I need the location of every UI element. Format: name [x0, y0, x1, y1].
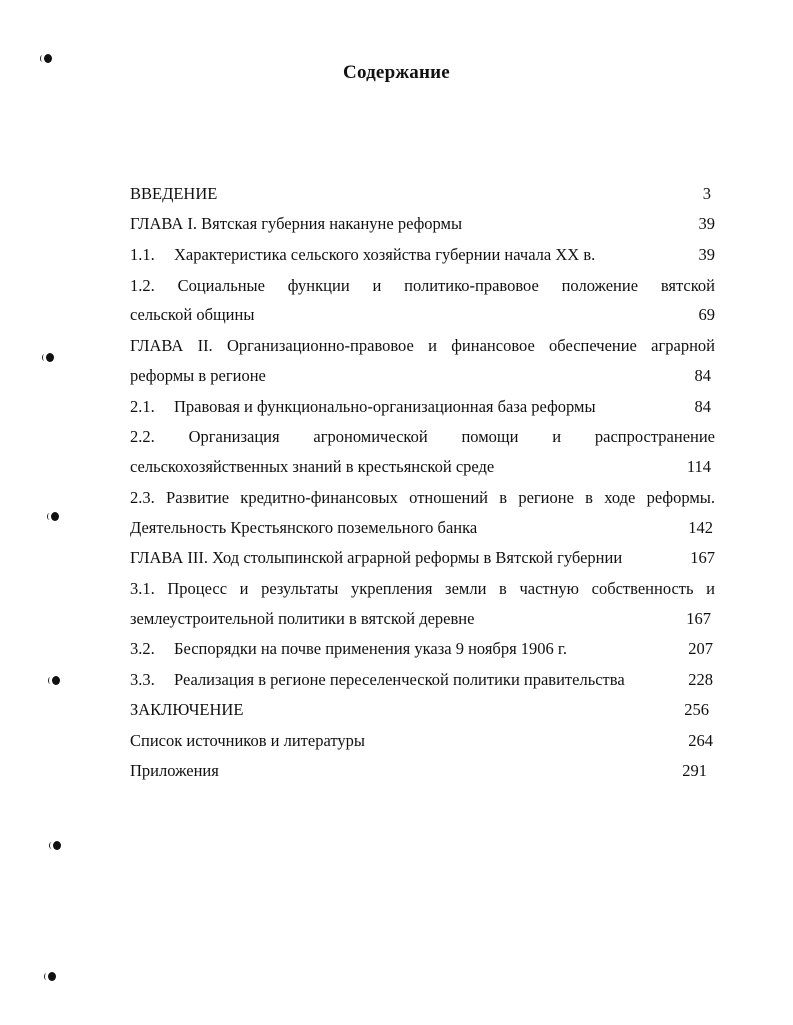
toc-entry-section-2-1 [130, 394, 715, 420]
toc-entry-section-3-1-line2 [130, 606, 715, 632]
toc-page-number: 264 [688, 731, 713, 750]
toc-entry-section-3-3 [130, 667, 715, 693]
toc-label: сельской общины [130, 305, 255, 324]
toc-section-number: 1.1. [130, 245, 155, 264]
toc-entry-appendix [130, 758, 715, 784]
toc-entry-section-1-2-line1 [130, 273, 715, 299]
toc-page-number: 291 [682, 761, 707, 780]
toc-section-number: 2.1. [130, 397, 155, 416]
toc-label: реформы в регионе [130, 366, 266, 385]
toc-entry-section-1-1 [130, 242, 715, 268]
toc-section-number: 3.1. [130, 579, 155, 598]
toc-page-number: 167 [686, 609, 711, 628]
toc-entry-sources [130, 728, 715, 754]
toc-section-number: 3.3. [130, 670, 155, 689]
punch-hole-mark [51, 512, 59, 521]
toc-entry-chapter-1 [130, 211, 715, 237]
toc-label: ВВЕДЕНИЕ [130, 184, 218, 203]
toc-label: ГЛАВА III. Ход столыпинской аграрной реформы в Вятской губернии [130, 548, 623, 567]
toc-entry-section-2-2-line1 [130, 424, 715, 450]
toc-label: Правовая и функционально-организационная база реформы [174, 397, 596, 416]
toc-page-number: 114 [686, 457, 711, 476]
toc-page-number: 167 [690, 548, 715, 567]
toc-entry-conclusion [130, 697, 715, 723]
toc-label: Приложения [130, 761, 219, 780]
toc-label: ГЛАВА I. Вятская губерния накануне реформы [130, 214, 463, 233]
toc-section-number: 1.2. [130, 276, 155, 295]
toc-page-number: 142 [688, 518, 713, 537]
toc-page-number: 84 [694, 366, 711, 385]
toc-label: Реализация в регионе переселенческой политики правительства [174, 670, 625, 689]
toc-page-number: 207 [688, 639, 713, 658]
punch-hole-mark [53, 841, 61, 850]
toc-page-number: 39 [698, 245, 715, 264]
toc-label: Организация агрономической помощи и распространение [188, 427, 715, 446]
toc-entry-chapter-2-line2 [130, 363, 715, 389]
toc-entry-section-2-3-line1 [130, 485, 715, 511]
toc-label: Характеристика сельского хозяйства губернии начала XX в. [174, 245, 596, 264]
page-title: Содержание [343, 62, 450, 83]
toc-page-number: 3 [702, 184, 711, 203]
toc-entry-section-2-3-line2 [130, 515, 715, 541]
toc-entry-section-3-1-line1 [130, 576, 715, 602]
toc-page-number: 69 [698, 305, 715, 324]
toc-entry-section-3-2 [130, 636, 715, 662]
toc-label: Развитие кредитно-финансовых отношений в регионе в ходе реформы. [166, 488, 716, 507]
punch-hole-mark [46, 353, 54, 362]
toc-entry-section-2-2-line2 [130, 454, 715, 480]
toc-entry-section-1-2-line2 [130, 302, 715, 328]
toc-label: ГЛАВА II. Организационно-правовое и финансовое обеспечение аграрной [130, 336, 715, 355]
toc-section-number: 2.3. [130, 488, 155, 507]
toc-label: Беспорядки на почве применения указа 9 ноября 1906 г. [174, 639, 567, 658]
toc-page-number: 39 [698, 214, 715, 233]
toc-section-number: 2.2. [130, 427, 155, 446]
toc-label: Деятельность Крестьянского поземельного банка [130, 518, 478, 537]
toc-entry-intro [130, 181, 715, 207]
toc-page-number: 256 [684, 700, 709, 719]
toc-label: Процесс и результаты укрепления земли в частную собственность и [167, 579, 716, 598]
toc-label: сельскохозяйственных знаний в крестьянской среде [130, 457, 495, 476]
toc-label: Социальные функции и политико-правовое положение вятской [177, 276, 716, 295]
toc-label: Список источников и литературы [130, 731, 365, 750]
toc-section-number: 3.2. [130, 639, 155, 658]
toc-entry-chapter-2-line1 [130, 333, 715, 359]
toc-page-number: 84 [694, 397, 711, 416]
punch-hole-mark [52, 676, 60, 685]
toc-label: землеустроительной политики в вятской деревне [130, 609, 475, 628]
toc-page-number: 228 [688, 670, 713, 689]
punch-hole-mark [48, 972, 56, 981]
toc-label: ЗАКЛЮЧЕНИЕ [130, 700, 244, 719]
toc-entry-chapter-3 [130, 545, 715, 571]
